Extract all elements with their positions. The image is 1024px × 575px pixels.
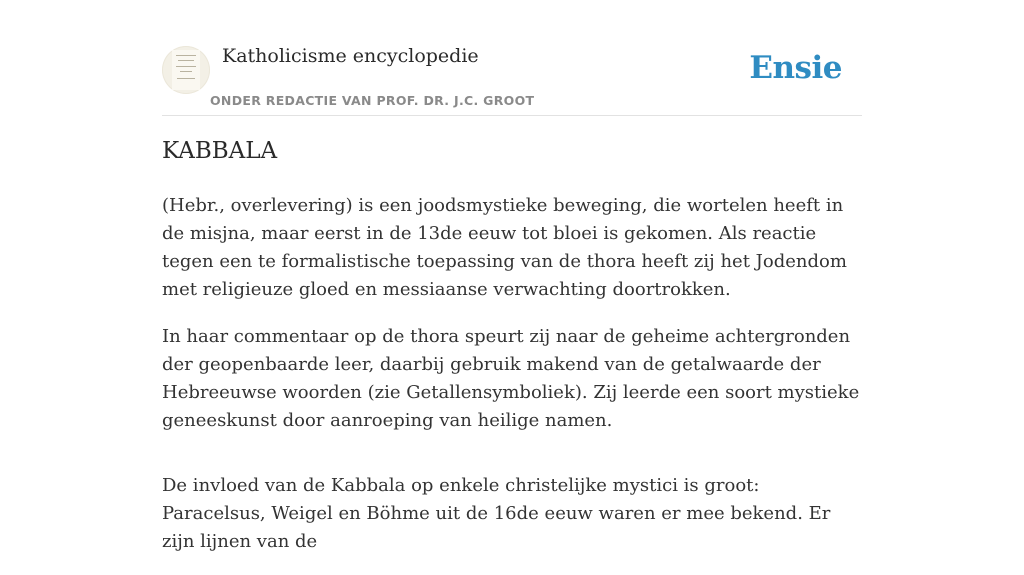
book-title-link[interactable]: Katholicisme encyclopedie (222, 45, 479, 67)
book-cover-page (172, 50, 200, 90)
site-header (162, 40, 862, 116)
book-cover-line (176, 55, 196, 56)
article-title: KABBALA (162, 138, 278, 164)
article-body (162, 192, 867, 575)
article-paragraph: In haar commentaar op de thora speurt zij naar de geheime achtergronden der geopenbaarde leer, daarbij gebruik makend van de getalwaarde der Hebreeuwse woorden (zie Getallensymboliek). Zij leerde een soort mystieke geneeskunst door aanroeping van heilige namen. (162, 326, 860, 431)
book-cover-line (180, 71, 192, 72)
brand-logo-link[interactable]: Ensie (749, 50, 842, 86)
book-cover-line (178, 60, 194, 61)
book-cover-line (176, 66, 196, 67)
article-paragraph: (Hebr., overlevering) is een joodsmystieke beweging, die wortelen heeft in de misjna, maar eerst in de 13de eeuw tot bloei is gekomen. Als reactie tegen een te formalistische toepassing van de thora heeft zij het Jodendom met religieuze gloed en messiaanse verwachting doortrokken. (162, 195, 847, 300)
article-paragraph: De invloed van de Kabbala op enkele christelijke mystici is groot: Paracelsus, Weigel en Böhme uit de 16de eeuw waren er mee bekend. Er zijn lijnen van de (162, 475, 831, 552)
book-cover-thumbnail[interactable] (162, 46, 210, 94)
book-editor-subtitle: ONDER REDACTIE VAN PROF. DR. J.C. GROOT (210, 93, 535, 108)
book-cover-line (177, 78, 195, 79)
